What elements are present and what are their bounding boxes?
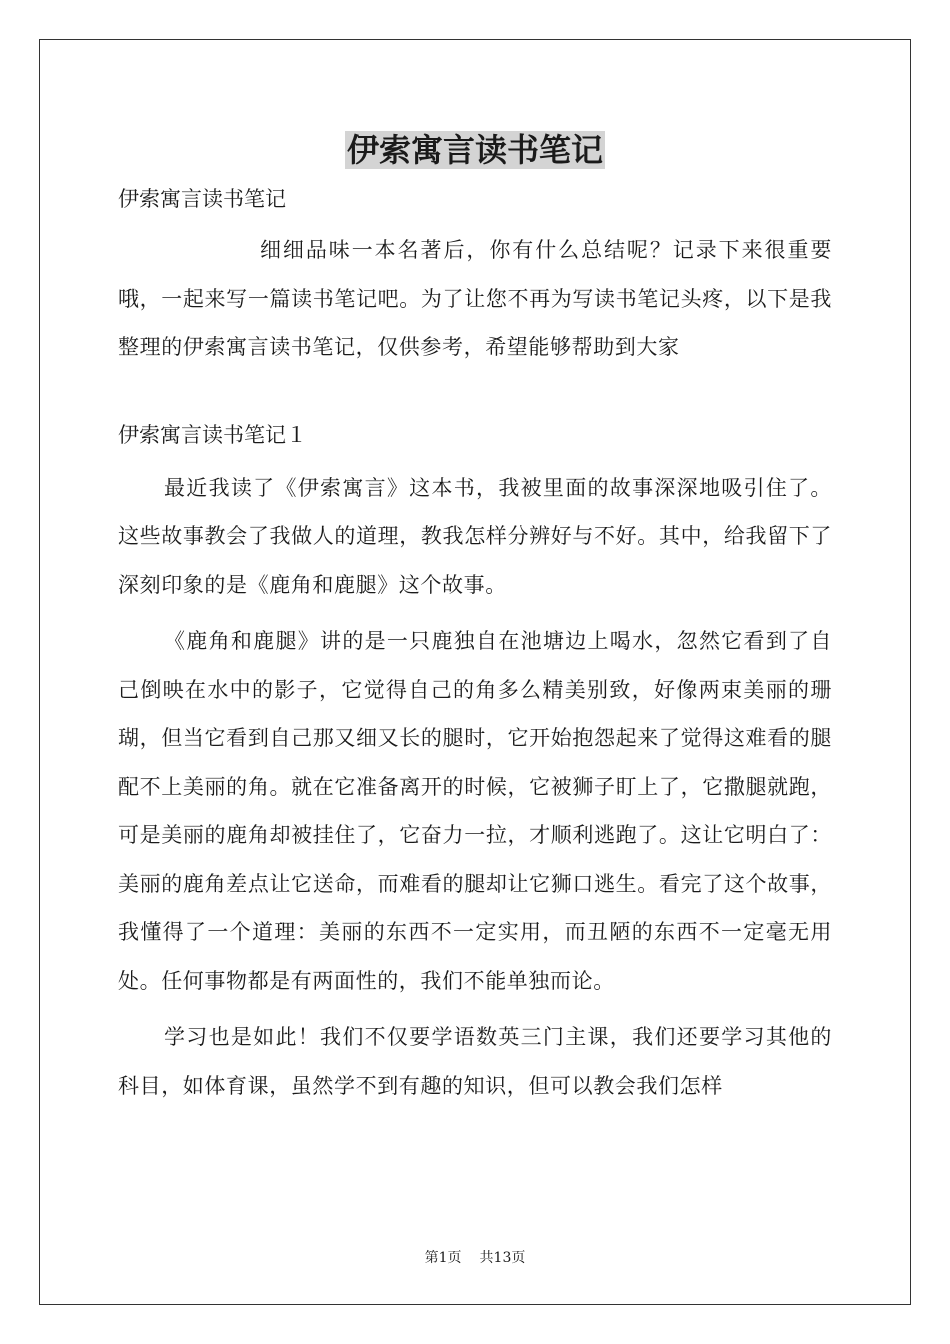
body-paragraph-1: 最近我读了《伊索寓言》这本书，我被里面的故事深深地吸引住了。这些故事教会了我做人的道理，教我怎样分辨好与不好。其中，给我留下了深刻印象的是《鹿角和鹿腿》这个故事。 bbox=[118, 475, 832, 597]
body-paragraph-3: 学习也是如此！我们不仅要学语数英三门主课，我们还要学习其他的科目，如体育课，虽然学不到有趣的知识，但可以教会我们怎样 bbox=[118, 1025, 832, 1098]
page-total: 共13页 bbox=[479, 1250, 526, 1266]
page-footer bbox=[0, 1248, 950, 1268]
document-body bbox=[118, 180, 832, 1118]
section-heading: 伊索寓言读书笔记１ bbox=[118, 422, 307, 447]
document-subtitle: 伊索寓言读书笔记 bbox=[118, 187, 286, 211]
body-paragraph-2: 《鹿角和鹿腿》讲的是一只鹿独自在池塘边上喝水，忽然它看到了自己倒映在水中的影子，它觉得自己的角多么精美别致，好像两束美丽的珊瑚，但当它看到自己那又细又长的腿时，它开始抱怨起来了觉得这难看的腿配不上美丽的角。就在它准备离开的时候，它被狮子盯上了，它撒腿就跑，可是美丽的鹿角却被挂住了，它奋力一拉，才顺利逃跑了。这让它明白了：美丽的鹿角差点让它送命，而难看的腿却让它狮口逃生。看完了这个故事，我懂得了一个道理：美丽的东西不一定实用，而丑陋的东西不一定毫无用处。任何事物都是有两面性的，我们不能单独而论。 bbox=[118, 629, 832, 993]
section-spacer bbox=[118, 372, 832, 416]
document-title-text: 伊索寓言读书笔记 bbox=[346, 131, 603, 169]
intro-paragraph: 细细品味一本名著后，你有什么总结呢？记录下来很重要哦，一起来写一篇读书笔记吧。为了让您不再为写读书笔记头疼，以下是我整理的伊索寓言读书笔记，仅供参考，希望能够帮助到大家 bbox=[118, 238, 832, 359]
page-number: 第1页 bbox=[424, 1250, 462, 1266]
document-title bbox=[0, 128, 950, 172]
